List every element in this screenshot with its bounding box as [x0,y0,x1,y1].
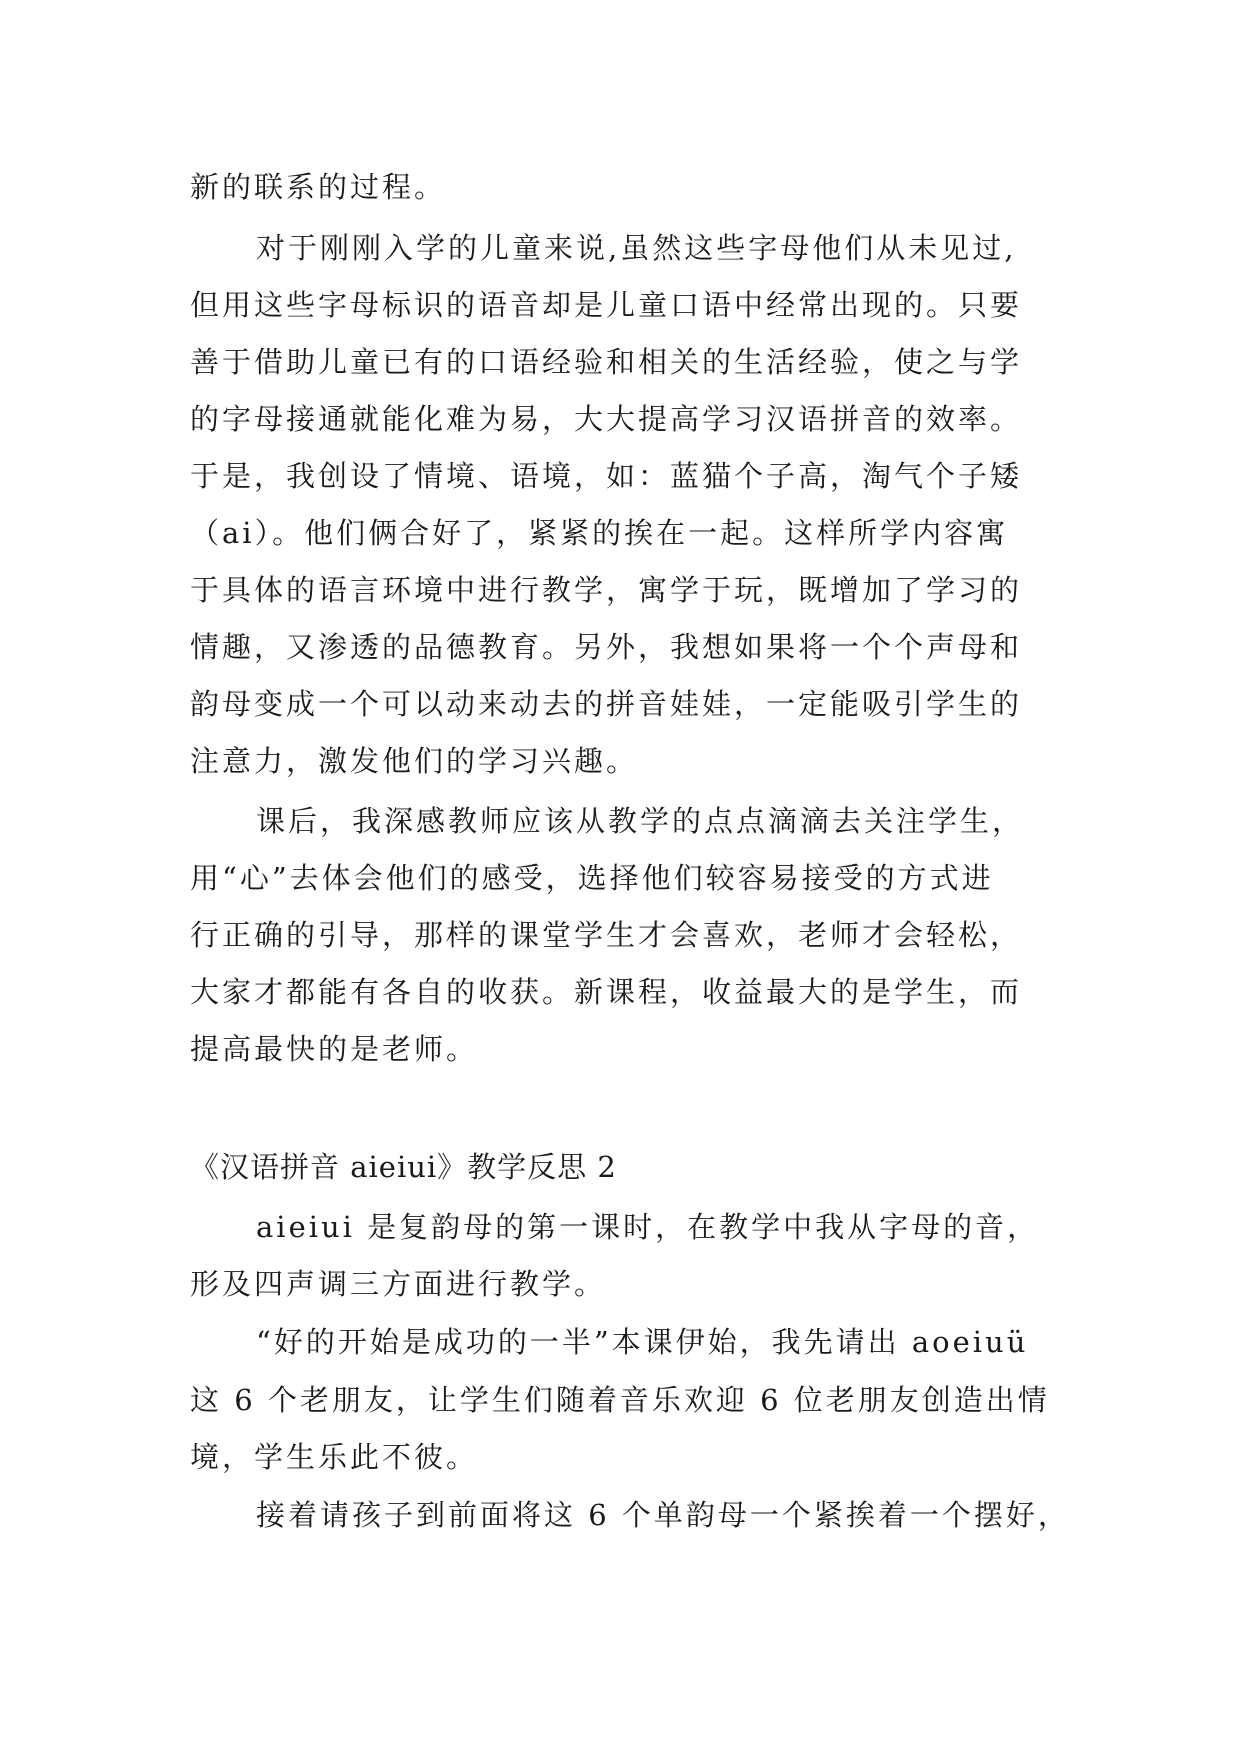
paragraph-line: 新的联系的过程。 [190,170,447,204]
paragraph-line: 课后，我深感教师应该从教学的点点滴滴去关注学生， [256,804,1025,838]
paragraph-line: 境，学生乐此不彼。 [190,1440,479,1474]
paragraph-line: 注意力，激发他们的学习兴趣。 [190,744,639,778]
paragraph-line: 于是，我创设了情境、语境，如：蓝猫个子高，淘气个子矮 [190,459,1023,493]
paragraph-line: 的字母接通就能化难为易，大大提高学习汉语拼音的效率。 [190,402,1023,436]
paragraph-line: 善于借助儿童已有的口语经验和相关的生活经验，使之与学 [190,345,1023,379]
paragraph-line: 对于刚刚入学的儿童来说,虽然这些字母他们从未见过, [256,231,1017,265]
paragraph-line: “好的开始是成功的一半”本课伊始，我先请出 aoeiuü [256,1325,1029,1359]
paragraph-line: 用“心”去体会他们的感受，选择他们较容易接受的方式进 [190,861,994,895]
paragraph-line: 情趣，又渗透的品德教育。另外，我想如果将一个个声母和 [190,630,1023,664]
paragraph-line: （ai）。他们俩合好了，紧紧的挨在一起。这样所学内容寓 [190,516,1009,550]
paragraph-line: 形及四声调三方面进行教学。 [190,1267,607,1301]
paragraph-line: 韵母变成一个可以动来动去的拼音娃娃，一定能吸引学生的 [190,687,1023,721]
paragraph-line: aieiui 是复韵母的第一课时，在教学中我从字母的音， [256,1210,1040,1244]
paragraph-line: 行正确的引导，那样的课堂学生才会喜欢，老师才会轻松， [190,918,1023,952]
paragraph-line: 这 6 个老朋友，让学生们随着音乐欢迎 6 位老朋友创造出情 [190,1383,1050,1417]
paragraph-line: 大家才都能有各自的收获。新课程，收益最大的是学生，而 [190,975,1023,1009]
paragraph-line: 接着请孩子到前面将这 6 个单韵母一个紧挨着一个摆好， [256,1498,1070,1532]
section-heading: 《汉语拼音 aieiui》教学反思 2 [190,1150,617,1184]
paragraph-line: 提高最快的是老师。 [190,1032,479,1066]
paragraph-line: 于具体的语言环境中进行教学，寓学于玩，既增加了学习的 [190,573,1023,607]
paragraph-line: 但用这些字母标识的语音却是儿童口语中经常出现的。只要 [190,288,1023,322]
